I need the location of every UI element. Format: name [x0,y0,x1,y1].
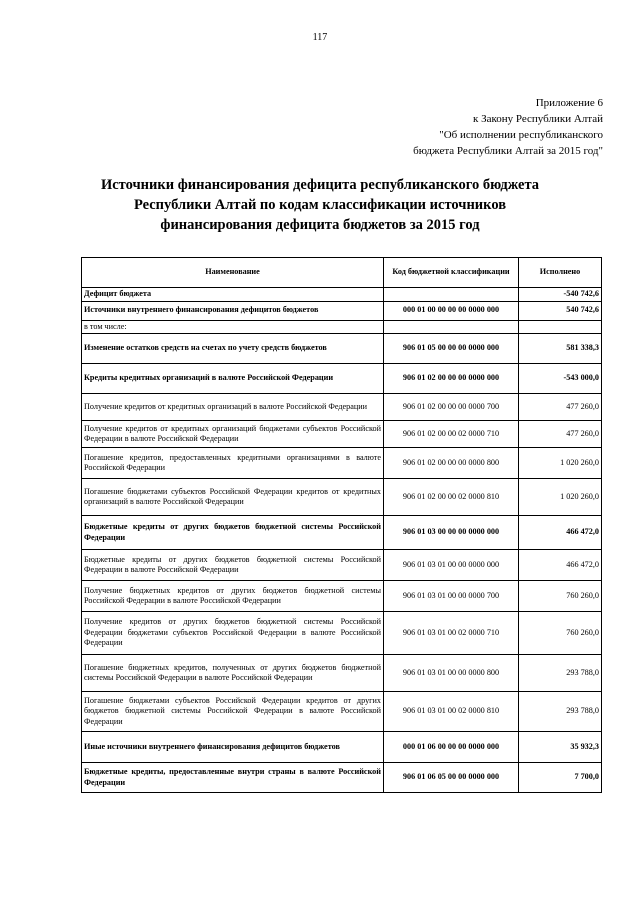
cell-code: 906 01 05 00 00 00 0000 000 [384,334,519,364]
cell-name: Бюджетные кредиты от других бюджетов бюджетной системы Российской Федерации [82,516,384,550]
cell-code [384,288,519,302]
table-body [82,288,602,793]
title-line: финансирования дефицита бюджетов за 2015 год [160,217,480,233]
cell-name: Погашение кредитов, предоставленных кредитными организациями в валюте Российской Федерации [82,448,384,479]
table-row [82,448,602,479]
cell-code: 906 01 03 01 00 02 0000 810 [384,692,519,732]
cell-code: 906 01 03 01 00 00 0000 000 [384,550,519,581]
cell-name: Иные источники внутреннего финансирования дефицитов бюджетов [82,732,384,763]
cell-value: -540 742,6 [519,288,602,302]
cell-name: Дефицит бюджета [82,288,384,302]
table-row [82,655,602,692]
cell-value: 760 260,0 [519,612,602,655]
cell-name: Бюджетные кредиты, предоставленные внутри страны в валюте Российской Федерации [82,763,384,793]
cell-name: Получение кредитов от кредитных организаций бюджетами субъектов Российской Федерации в валюте Российской Федерации [82,421,384,448]
table-row [82,334,602,364]
cell-code [384,320,519,334]
cell-code: 906 01 06 05 00 00 0000 000 [384,763,519,793]
cell-name: Источники внутреннего финансирования дефицитов бюджетов [82,301,384,320]
cell-name: Изменение остатков средств на счетах по учету средств бюджетов [82,334,384,364]
table-row [82,516,602,550]
page-number: 117 [312,32,328,43]
cell-value: 466 472,0 [519,550,602,581]
cell-name: Погашение бюджетами субъектов Российской Федерации кредитов от кредитных организаций в валюте Российской Федерации [82,479,384,516]
appendix-line: бюджета Республики Алтай за 2015 год" [413,145,603,157]
document-title [60,175,580,235]
cell-name: в том числе: [82,320,384,334]
cell-value: 293 788,0 [519,692,602,732]
cell-code: 906 01 02 00 00 00 0000 700 [384,394,519,421]
table-row [82,288,602,302]
cell-name: Кредиты кредитных организаций в валюте Российской Федерации [82,364,384,394]
title-line: Источники финансирования дефицита республиканского бюджета [100,177,540,193]
header-name: Наименование [82,258,384,288]
cell-code: 906 01 02 00 00 02 0000 710 [384,421,519,448]
cell-name: Бюджетные кредиты от других бюджетов бюджетной системы Российской Федерации в валюте Российской Федерации [82,550,384,581]
table-row [82,550,602,581]
cell-name: Получение кредитов от кредитных организаций в валюте Российской Федерации [82,394,384,421]
cell-value: 581 338,3 [519,334,602,364]
cell-code: 906 01 03 01 00 00 0000 800 [384,655,519,692]
table-row [82,479,602,516]
cell-value: 477 260,0 [519,394,602,421]
appendix-line: "Об исполнении республиканского [439,129,603,141]
cell-value [519,320,602,334]
appendix-line: к Закону Республики Алтай [473,113,603,125]
table-row [82,581,602,612]
cell-code: 906 01 02 00 00 00 0000 000 [384,364,519,394]
cell-code: 906 01 03 01 00 02 0000 710 [384,612,519,655]
cell-value: -543 000,0 [519,364,602,394]
table-header-row [82,258,602,288]
table-row [82,732,602,763]
cell-value: 477 260,0 [519,421,602,448]
cell-value: 760 260,0 [519,581,602,612]
header-value: Исполнено [519,258,602,288]
cell-value: 540 742,6 [519,301,602,320]
appendix-line: Приложение 6 [535,97,603,109]
header-code: Код бюджетной классификации [384,258,519,288]
table-row [82,394,602,421]
cell-value: 35 932,3 [519,732,602,763]
cell-value: 293 788,0 [519,655,602,692]
table-row [82,364,602,394]
cell-code: 906 01 02 00 00 00 0000 800 [384,448,519,479]
cell-code: 906 01 02 00 00 02 0000 810 [384,479,519,516]
table-row [82,763,602,793]
cell-name: Погашение бюджетных кредитов, полученных от других бюджетов бюджетной системы Российской Федерации в валюте Российской Федерации [82,655,384,692]
cell-code: 000 01 06 00 00 00 0000 000 [384,732,519,763]
table-row [82,320,602,334]
cell-name: Получение кредитов от других бюджетов бюджетной системы Российской Федерации бюджетами субъектов Российской Федерации в валюте Российской Федерации [82,612,384,655]
financing-sources-table [81,257,602,793]
cell-name: Погашение бюджетами субъектов Российской Федерации кредитов от других бюджетов бюджетной системы Российской Федерации в валюте Российской Федерации [82,692,384,732]
cell-name: Получение бюджетных кредитов от других бюджетов бюджетной системы Российской Федерации в валюте Российской Федерации [82,581,384,612]
table-row [82,421,602,448]
cell-code: 906 01 03 00 00 00 0000 000 [384,516,519,550]
appendix-note [413,95,603,159]
cell-value: 1 020 260,0 [519,448,602,479]
title-line: Республики Алтай по кодам классификации источников [133,197,507,213]
cell-code: 906 01 03 01 00 00 0000 700 [384,581,519,612]
cell-value: 466 472,0 [519,516,602,550]
cell-value: 1 020 260,0 [519,479,602,516]
cell-value: 7 700,0 [519,763,602,793]
table-row [82,692,602,732]
cell-code: 000 01 00 00 00 00 0000 000 [384,301,519,320]
table-row [82,612,602,655]
table-row [82,301,602,320]
